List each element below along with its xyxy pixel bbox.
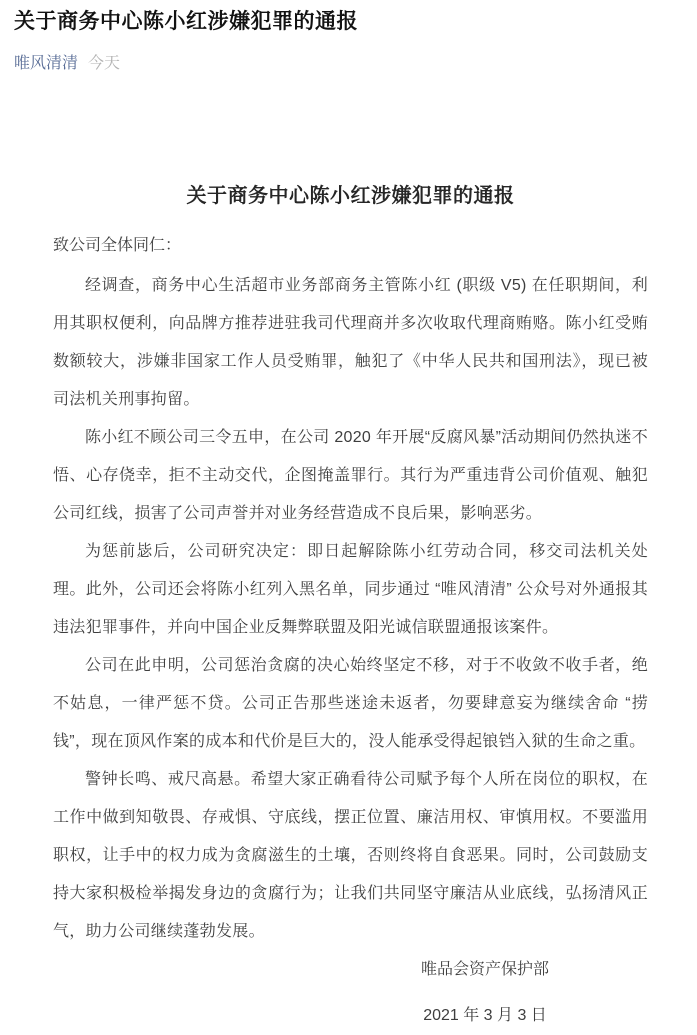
- publish-time: 今天: [88, 55, 121, 72]
- notice-title: 关于商务中心陈小红涉嫌犯罪的通报: [186, 185, 515, 207]
- notice-document: [0, 181, 697, 1035]
- notice-paragraph-2: 陈小红不顾公司三令五申，在公司 2020 年开展“反腐风暴”活动期间仍然执迷不悟、心存侥幸，拒不主动交代，企图掩盖罪行。其行为严重违背公司价值观、触犯公司红线，损害了公司声誉并对业务经营造成不良后果，影响恶劣。: [53, 429, 648, 522]
- article-header: [0, 0, 697, 75]
- notice-paragraph-5: 警钟长鸣、戒尺高悬。希望大家正确看待公司赋予每个人所在岗位的职权，在工作中做到知敬畏、存戒惧、守底线，摆正位置、廉洁用权、审慎用权。不要滥用职权，让手中的权力成为贪腐滋生的土壤，否则终将自食恶果。同时，公司鼓励支持大家积极检举揭发身边的贪腐行为；让我们共同坚守廉洁从业底线，弘扬清风正气，助力公司继续蓬勃发展。: [53, 771, 648, 940]
- notice-paragraph-4: 公司在此申明，公司惩治贪腐的决心始终坚定不移，对于不收敛不收手者，绝不姑息，一律严惩不贷。公司正告那些迷途未返者，勿要肆意妄为继续舍命 “捞钱”，现在顶风作案的成本和代价是巨大的，没人能承受得起锒铛入狱的生命之重。: [53, 657, 648, 750]
- notice-paragraph-3: 为惩前毖后，公司研究决定：即日起解除陈小红劳动合同，移交司法机关处理。此外，公司还会将陈小红列入黑名单，同步通过 “唯风清清” 公众号对外通报其违法犯罪事件，并向中国企业反舞弊联盟及阳光诚信联盟通报该案件。: [53, 543, 648, 636]
- signature-block: [380, 951, 590, 1035]
- byline: [14, 53, 681, 75]
- signature-department: 唯品会资产保护部: [420, 961, 549, 978]
- account-name-link[interactable]: 唯风清清: [14, 55, 79, 72]
- notice-salutation: 致公司全体同仁：: [53, 237, 182, 254]
- notice-paragraph-1: 经调查，商务中心生活超市业务部商务主管陈小红 (职级 V5) 在任职期间，利用其职权便利，向品牌方推荐进驻我司代理商并多次收取代理商贿赂。陈小红受贿数额较大，涉嫌非国家工作人员受贿罪，触犯了《中华人民共和国刑法》，现已被司法机关刑事拘留。: [53, 277, 648, 408]
- article-title: 关于商务中心陈小红涉嫌犯罪的通报: [14, 10, 358, 33]
- signature-date: 2021 年 3 月 3 日: [423, 1007, 547, 1024]
